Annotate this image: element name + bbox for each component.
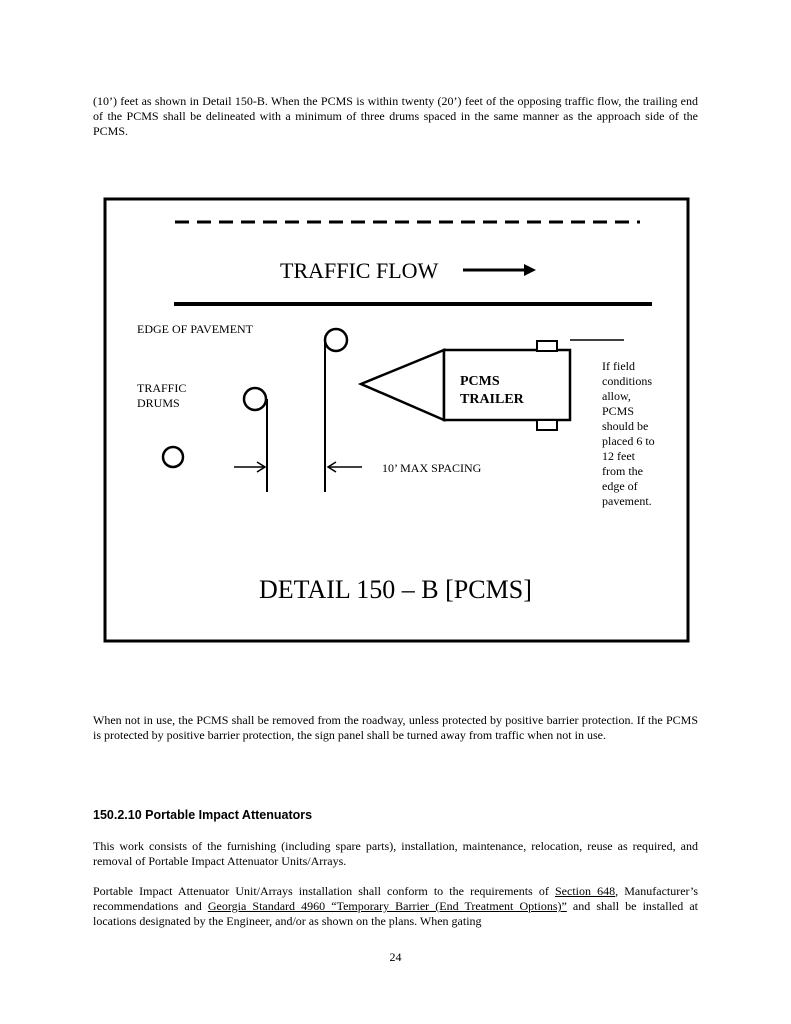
section-heading: 150.2.10 Portable Impact Attenuators	[93, 808, 313, 822]
trailer-label-line2: TRAILER	[460, 392, 524, 407]
note-line: from the	[602, 464, 643, 478]
paragraph-text: , Manufacturer’s recommendations and	[93, 884, 699, 913]
traffic-drum-icon	[163, 447, 183, 467]
note-line: conditions	[602, 374, 652, 388]
edge-of-pavement-label: EDGE OF PAVEMENT	[137, 322, 254, 336]
note-line: placed 6 to	[602, 434, 655, 448]
placement-note	[602, 359, 655, 508]
traffic-drum-icon	[325, 329, 347, 351]
spacing-label: 10’ MAX SPACING	[382, 461, 482, 475]
traffic-flow-arrow-icon	[524, 264, 536, 276]
note-line: edge of	[602, 479, 638, 493]
note-line: allow,	[602, 389, 631, 403]
intro-paragraph: (10’) feet as shown in Detail 150-B. When the PCMS is within twenty (20’) feet of the opposing traffic flow, the trailing end of the PCMS shall be delineated with a minimum of three drums spaced in the same manner as the approach side of the PCMS.	[93, 94, 698, 138]
traffic-drum-icon	[244, 388, 266, 410]
section-paragraph-2	[93, 884, 698, 929]
page-number: 24	[389, 950, 402, 964]
note-line: should be	[602, 419, 649, 433]
note-line: 12 feet	[602, 449, 635, 463]
note-line: PCMS	[602, 404, 635, 418]
trailer-label-line1: PCMS	[460, 374, 500, 389]
traffic-drums-label-line2: DRUMS	[137, 396, 180, 410]
note-line: pavement.	[602, 494, 652, 508]
traffic-flow-label: TRAFFIC FLOW	[280, 258, 439, 283]
not-in-use-paragraph: When not in use, the PCMS shall be removed from the roadway, unless protected by positive barrier protection. If the PCMS is protected by positive barrier protection, the sign panel shall be turned away from traffic when not in use.	[93, 713, 698, 742]
paragraph-text: Portable Impact Attenuator Unit/Arrays installation shall conform to the requirements of	[93, 884, 555, 898]
section-paragraph-1: This work consists of the furnishing (including spare parts), installation, maintenance, relocation, reuse as required, and removal of Portable Impact Attenuator Units/Arrays.	[93, 839, 698, 868]
note-line: If field	[602, 359, 635, 373]
georgia-standard-4960-link[interactable]: Georgia Standard 4960 “Temporary Barrier (End Treatment Options)”	[207, 899, 567, 913]
detail-title: DETAIL 150 – B [PCMS]	[259, 575, 532, 604]
paragraph-text: and shall be installed at locations designated by the Engineer, and/or as shown on the plans. When gating	[93, 899, 698, 928]
trailer-wheel-bottom	[537, 420, 557, 430]
trailer-hitch-triangle	[361, 350, 444, 420]
section-648-link[interactable]: Section 648	[555, 884, 616, 898]
trailer-wheel-top	[537, 341, 557, 351]
traffic-drums-label-line1: TRAFFIC	[137, 381, 187, 395]
